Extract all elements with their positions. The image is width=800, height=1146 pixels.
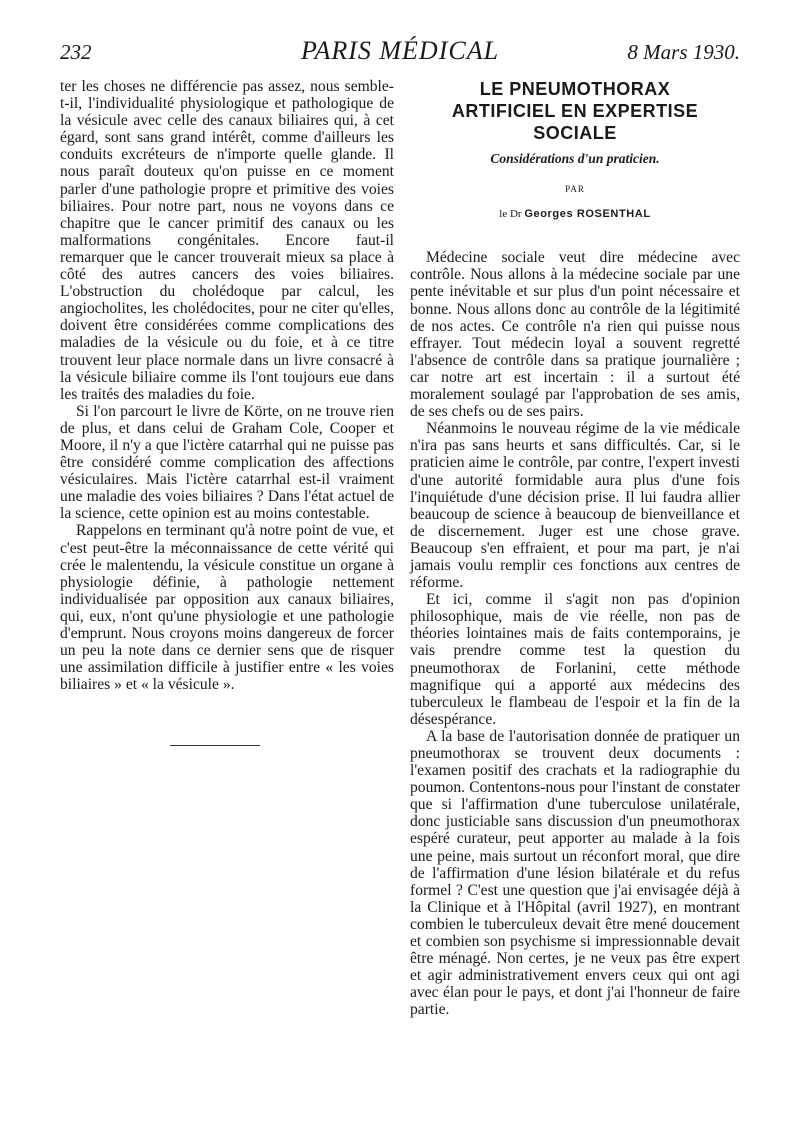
page-header: [60, 36, 740, 68]
left-paragraph: ter les choses ne différencie pas assez, nous semble-t-il, l'individualité physiologique et pathologique de la vésicule avec celle des canaux biliaires qui, à cet égard, sont sans grand intérêt, comme d'ailleurs les conduits excréteurs de n'importe quelle glande. Il nous paraît douteux qu'on puisse en ce moment parler d'une pathologie propre et primitive des voies biliaires. Pour notre part, nous ne voyons dans ce chapitre que le cancer primitif des canaux ou les malformations congénitales. Encore faut-il remarquer que le cancer trouverait mieux sa place à côté des autres cancers des voies biliaires. L'obstruction du cholédoque par calcul, les angiocholites, les cholédocites, pour ne citer qu'elles, doivent être considérées comme complications des maladies de la vésicule ou du foie, et à ce titre trouvent leur place normale dans un livre consacré à la vésicule biliaire comme ils l'ont toujours eue dans les traités des maladies du foie.: [60, 78, 394, 403]
page-number: 232: [60, 40, 92, 64]
author-prefix: le Dr: [499, 208, 522, 221]
article-author: [410, 206, 740, 223]
left-column: [60, 78, 394, 746]
article-paragraph: A la base de l'autorisation donnée de pratiquer un pneumothorax se trouvent deux documents : l'examen positif des crachats et la radiographie du poumon. Contentons-nous pour l'instant de constater que si l'affirmation d'une tuberculose unilatérale, donc justiciable sans discussion d'un pneumothorax espéré curateur, peut apporter au malade à la fois une peine, mais surtout un réconfort moral, que dire de l'affirmation d'une lésion bilatérale et du refus formel ? C'est une question que j'ai envisagée déjà à la Clinique et à l'Hôpital (avril 1927), en montrant combien le tuberculeux devait être mené doucement et combien son psychisme si impressionnable devait être ménagé. Non certes, je ne veux pas être expert et agir administrativement envers ceux qui ont agi avec élan pour le pays, et dont j'ai l'honneur de faire partie.: [410, 727, 740, 1019]
article-title-line: LE PNEUMOTHORAX: [479, 79, 671, 99]
article-paragraph: Néanmoins le nouveau régime de la vie médicale n'ira pas sans heurts et sans difficultés. Car, si le praticien aime le contrôle, par contre, l'expert investi d'une autorité formidable aura plus d'une fois l'inquiétude d'une décision prise. Il lui faudra allier beaucoup de science à beaucoup de bienveillance et de discernement. Juger est une chose grave. Beaucoup s'en effraient, et pour ma part, je n'ai jamais voulu remplir ces fonctions aux centres de réforme.: [410, 420, 740, 592]
article-paragraph: Et ici, comme il s'agit non pas d'opinion philosophique, mais de vie réelle, non pas de théories lointaines mais de faits contemporains, je vais prendre comme test la question du pneumothorax de Forlanini, cette méthode magnifique qui a apporté aux médecins des tuberculeux le flambeau de l'espoir et la fin de la désespérance.: [410, 591, 740, 728]
author-name: Georges ROSENTHAL: [524, 208, 651, 221]
article-title-line: ARTIFICIEL EN EXPERTISE: [451, 101, 699, 121]
column-end-divider: [170, 745, 260, 746]
article-paragraph: Médecine sociale veut dire médecine avec contrôle. Nous allons à la médecine sociale par une pente inévitable et sur plus d'un point nécessaire et bonne. Nous allons donc au contrôle de la légitimité de nos actes. Ce contrôle n'a rien qui puisse nous effrayer. Tout médecin loyal a souvent regretté l'absence de contrôle dans sa pratique journalière ; car notre art est incertain : il a surtout été moralement soulagé par l'approbation de ses amis, de ses chefs ou de ses pairs.: [410, 249, 740, 421]
left-paragraph: Si l'on parcourt le livre de Körte, on ne trouve rien de plus, et dans celui de Graham Cole, Cooper et Moore, il n'y a que l'ictère catarrhal qui ne puisse pas être considéré comme complication des affections vésiculaires. Mais l'ictère catarrhal est-il vraiment une maladie des voies biliaires ? Dans l'état actuel de la science, cette opinion est au moins contestable.: [60, 402, 394, 523]
journal-title: PARIS MÉDICAL: [300, 36, 500, 65]
article-subtitle: Considérations d'un praticien.: [490, 151, 660, 166]
article-title-line: SOCIALE: [533, 123, 617, 143]
byline-par: PAR: [565, 184, 585, 195]
left-paragraph: Rappelons en terminant qu'à notre point de vue, et c'est peut-être la méconnaissance de cette vérité qui crée le malentendu, la vésicule constitue un organe à physiologie définie, à pathologie nettement individualisée par opposition aux canaux biliaires, qui, eux, n'ont qu'une physiologie et une pathologie d'emprunt. Nous croyons moins dangereux de forcer un peu la note dans ce dernier sens que de risquer une assimilation difficile à justifier entre « les voies biliaires » et « la vésicule ».: [60, 522, 394, 694]
article-title: [410, 78, 740, 144]
right-column: [410, 78, 740, 1019]
issue-date: 8 Mars 1930.: [627, 40, 740, 64]
